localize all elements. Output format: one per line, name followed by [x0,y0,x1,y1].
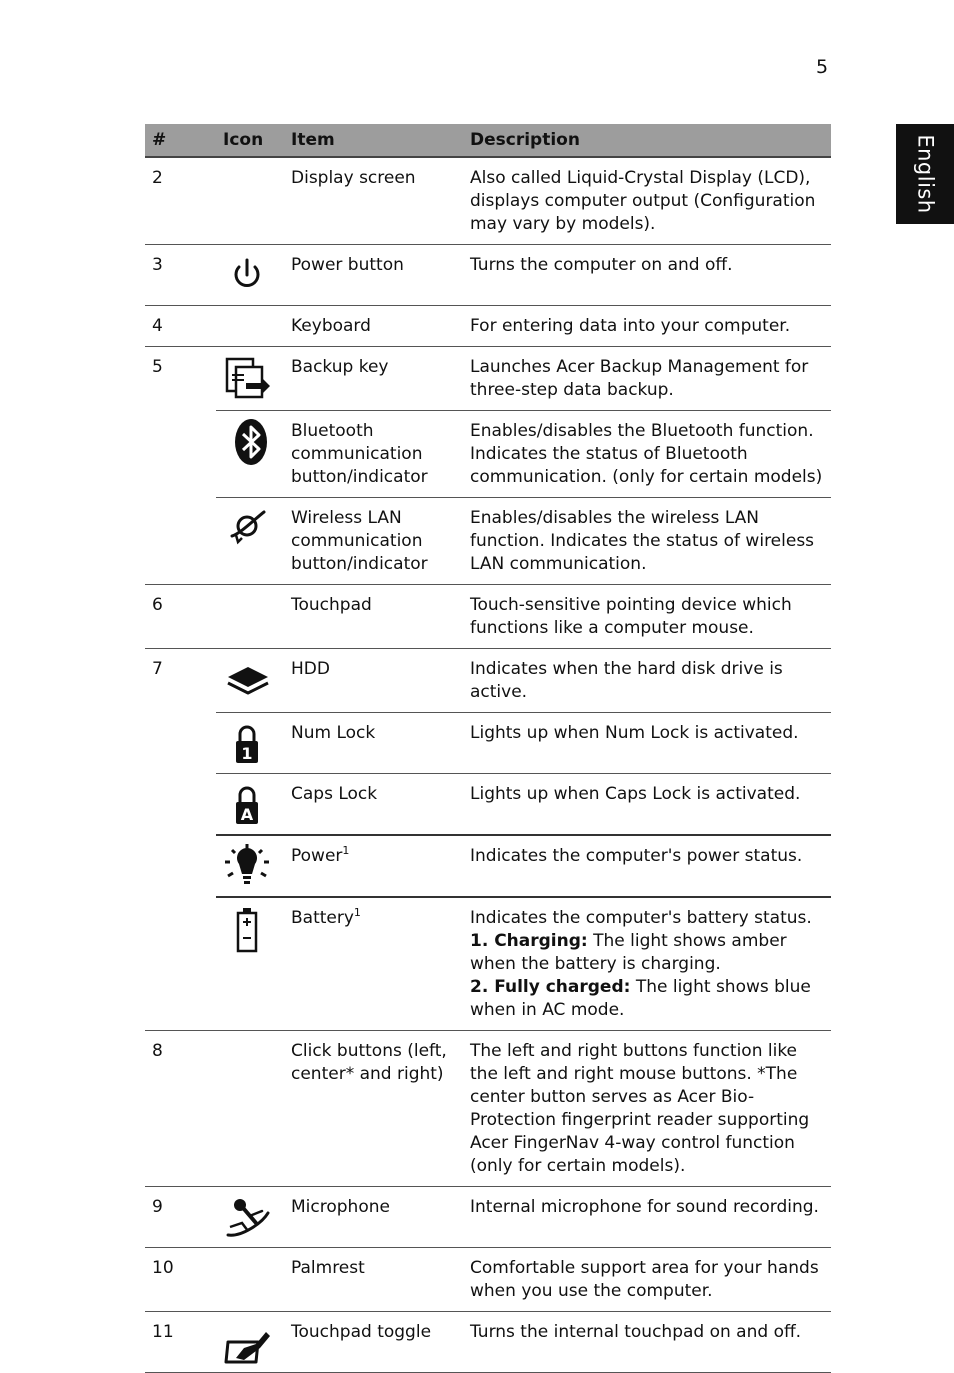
row-number: 9 [145,1187,216,1248]
row-description: The left and right buttons function like the left and right mouse buttons. *The center button serves as Acer Bio-Protection fingerprint reader supporting Acer FingerNav 4-way control function (only for certain models). [463,1031,831,1187]
row-item: Click buttons (left, center* and right) [284,1031,463,1187]
row-description [463,897,831,1031]
row-description: Enables/disables the wireless LAN function. Indicates the status of wireless LAN communication. [463,498,831,585]
item-label: Power [291,846,343,866]
power-light-icon [222,842,272,892]
row-item: Num Lock [284,713,463,774]
component-table [145,124,831,1373]
row-description: Internal microphone for sound recording. [463,1187,831,1248]
row-item [284,897,463,1031]
item-label: Battery [291,908,354,928]
row-number: 8 [145,1031,216,1187]
charging-text: The light shows amber when the battery is charging. [470,931,787,974]
language-tab-label: English [913,134,938,214]
touchpad-toggle-icon [222,1318,272,1368]
row-description: Turns the internal touchpad on and off. [463,1312,831,1373]
table-row [145,835,831,897]
row-description: Lights up when Caps Lock is activated. [463,774,831,836]
caps-lock-icon [222,780,272,830]
row-description: Also called Liquid-Crystal Display (LCD), displays computer output (Configuration may vary by models). [470,168,816,234]
row-item: Touchpad toggle [284,1312,463,1373]
table-row [145,774,831,836]
row-item: Touchpad [284,585,463,649]
table-row [145,157,831,245]
row-description: Lights up when Num Lock is activated. [463,713,831,774]
row-item: Palmrest [284,1248,463,1312]
table-row [145,306,831,347]
svg-text:A: A [240,805,254,824]
row-description: Touch-sensitive pointing device which functions like a computer mouse. [463,585,831,649]
header-description: Description [463,124,831,157]
row-item: Microphone [284,1187,463,1248]
row-number: 5 [145,347,216,411]
table-row [145,498,831,585]
bluetooth-icon [222,417,272,467]
footnote-marker: 1 [353,906,361,919]
charging-label: 1. Charging: [470,931,588,951]
backup-icon [222,353,272,403]
row-number: 6 [145,585,216,649]
row-number: 10 [145,1248,216,1312]
row-item: Caps Lock [284,774,463,836]
row-description: Enables/disables the Bluetooth function. Indicates the status of Bluetooth communication. (only for certain models) [463,411,831,498]
table-row [145,245,831,306]
table-row [145,411,831,498]
row-item: Power button [284,245,463,306]
full-label: 2. Fully charged: [470,977,631,997]
microphone-icon [222,1193,272,1243]
table-row [145,1187,831,1248]
table-row [145,347,831,411]
wireless-icon [222,504,272,554]
header-num: # [145,124,216,157]
table-row [145,1312,831,1373]
row-description: Indicates the computer's power status. [463,835,831,897]
row-number: 7 [145,649,216,713]
table-row [145,585,831,649]
power-icon [222,251,272,301]
row-number: 3 [145,245,216,306]
battery-full-note [470,976,827,1022]
table-row [145,1031,831,1187]
svg-text:1: 1 [241,744,253,763]
table-header-row [145,124,831,157]
row-description: Turns the computer on and off. [463,245,831,306]
battery-icon [222,904,272,954]
header-item: Item [284,124,463,157]
page-number: 5 [816,56,829,78]
row-description: For entering data into your computer. [463,306,831,347]
row-item [284,835,463,897]
row-number: 11 [145,1312,216,1373]
row-description: Comfortable support area for your hands when you use the computer. [463,1248,831,1312]
hdd-icon [222,655,272,705]
table-row [145,713,831,774]
row-item: Bluetooth communication button/indicator [284,411,463,498]
battery-desc-intro: Indicates the computer's battery status. [470,908,812,928]
row-number: 4 [145,306,216,347]
battery-charging-note [470,930,827,976]
row-description: Indicates when the hard disk drive is active. [463,649,831,713]
row-item: Backup key [284,347,463,411]
row-item: Wireless LAN communication button/indicator [284,498,463,585]
table-row [145,1248,831,1312]
full-text: The light shows blue when in AC mode. [470,977,811,1020]
row-description: Launches Acer Backup Management for three-step data backup. [463,347,831,411]
table-row [145,897,831,1031]
num-lock-icon [222,719,272,769]
row-item: Keyboard [284,306,463,347]
footnote-marker: 1 [342,844,350,857]
header-icon: Icon [216,124,284,157]
row-number: 2 [152,168,163,188]
language-tab [896,124,954,224]
row-item: HDD [284,649,463,713]
table-row [145,649,831,713]
row-item: Display screen [291,168,416,188]
